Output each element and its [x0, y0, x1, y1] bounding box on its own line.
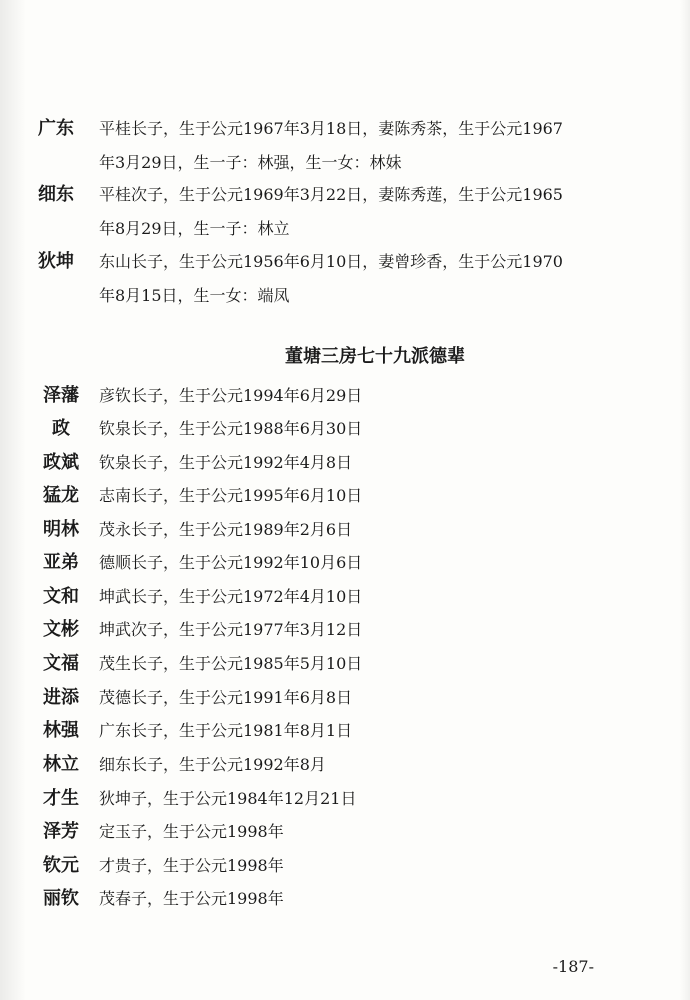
person-name: 林立	[43, 754, 79, 775]
list-item	[0, 481, 690, 511]
person-name: 广东	[38, 118, 74, 139]
list-item	[0, 548, 690, 578]
entry-description: 茂德长子，生于公元1991年6月8日	[99, 688, 353, 707]
list-item	[0, 716, 690, 746]
person-name: 林强	[43, 720, 79, 741]
list-item	[0, 582, 690, 612]
list-item	[0, 784, 690, 814]
entry-description: 彦钦长子，生于公元1994年6月29日	[99, 386, 363, 405]
entry-line: 年3月29日，生一子：林强，生一女：林妹	[99, 153, 402, 172]
entry-description: 志南长子，生于公元1995年6月10日	[99, 486, 363, 505]
entry-description	[99, 178, 629, 246]
person-name: 泽芳	[43, 821, 79, 842]
person-name: 政斌	[43, 452, 79, 473]
list-item	[0, 817, 690, 847]
page-number: -187-	[552, 957, 594, 976]
entry-description: 坤武长子，生于公元1972年4月10日	[99, 587, 363, 606]
person-name: 亚弟	[43, 552, 79, 573]
entry-line: 年8月29日，生一子：林立	[99, 219, 290, 238]
entry-description: 定玉子，生于公元1998年	[99, 822, 284, 841]
list-item	[0, 414, 690, 444]
entry-description: 茂永长子，生于公元1989年2月6日	[99, 520, 353, 539]
person-name: 才生	[43, 788, 79, 809]
entry-description: 钦泉长子，生于公元1988年6月30日	[99, 419, 363, 438]
entry-description: 狄坤子，生于公元1984年12月21日	[99, 789, 357, 808]
list-item	[0, 683, 690, 713]
list-item	[0, 884, 690, 914]
entry-description: 德顺长子，生于公元1992年10月6日	[99, 553, 363, 572]
entry-description: 才贵子，生于公元1998年	[99, 856, 284, 875]
list-item	[0, 615, 690, 645]
section-title: 董塘三房七十九派德辈	[285, 346, 465, 367]
entry-description	[99, 245, 629, 313]
person-name: 泽藩	[43, 385, 79, 406]
person-name: 文彬	[43, 619, 79, 640]
person-name: 明林	[43, 519, 79, 540]
person-name: 进添	[43, 687, 79, 708]
list-item	[0, 649, 690, 679]
list-item	[0, 515, 690, 545]
list-item	[0, 448, 690, 478]
person-name: 钦元	[43, 855, 79, 876]
person-name: 细东	[38, 184, 74, 205]
entry-description: 茂春子，生于公元1998年	[99, 889, 284, 908]
list-item	[0, 381, 690, 411]
entry-description: 茂生长子，生于公元1985年5月10日	[99, 654, 363, 673]
person-name: 政	[52, 418, 70, 439]
entry-line: 年8月15日，生一女：端凤	[99, 286, 290, 305]
person-name: 丽钦	[43, 888, 79, 909]
person-name: 文福	[43, 653, 79, 674]
entry-description: 坤武次子，生于公元1977年3月12日	[99, 620, 363, 639]
list-item	[0, 851, 690, 881]
entry-description: 钦泉长子，生于公元1992年4月8日	[99, 453, 353, 472]
list-item	[0, 750, 690, 780]
entry-line: 平桂次子，生于公元1969年3月22日，妻陈秀莲，生于公元1965	[99, 185, 563, 204]
entry-description: 细东长子，生于公元1992年8月	[99, 755, 326, 774]
entry-line: 平桂长子，生于公元1967年3月18日，妻陈秀茶，生于公元1967	[99, 119, 563, 138]
person-name: 狄坤	[38, 251, 74, 272]
person-name: 文和	[43, 586, 79, 607]
entry-description: 广东长子，生于公元1981年8月1日	[99, 721, 353, 740]
person-name: 猛龙	[43, 485, 79, 506]
entry-line: 东山长子，生于公元1956年6月10日，妻曾珍香，生于公元1970	[99, 252, 563, 271]
entry-description	[99, 112, 629, 180]
